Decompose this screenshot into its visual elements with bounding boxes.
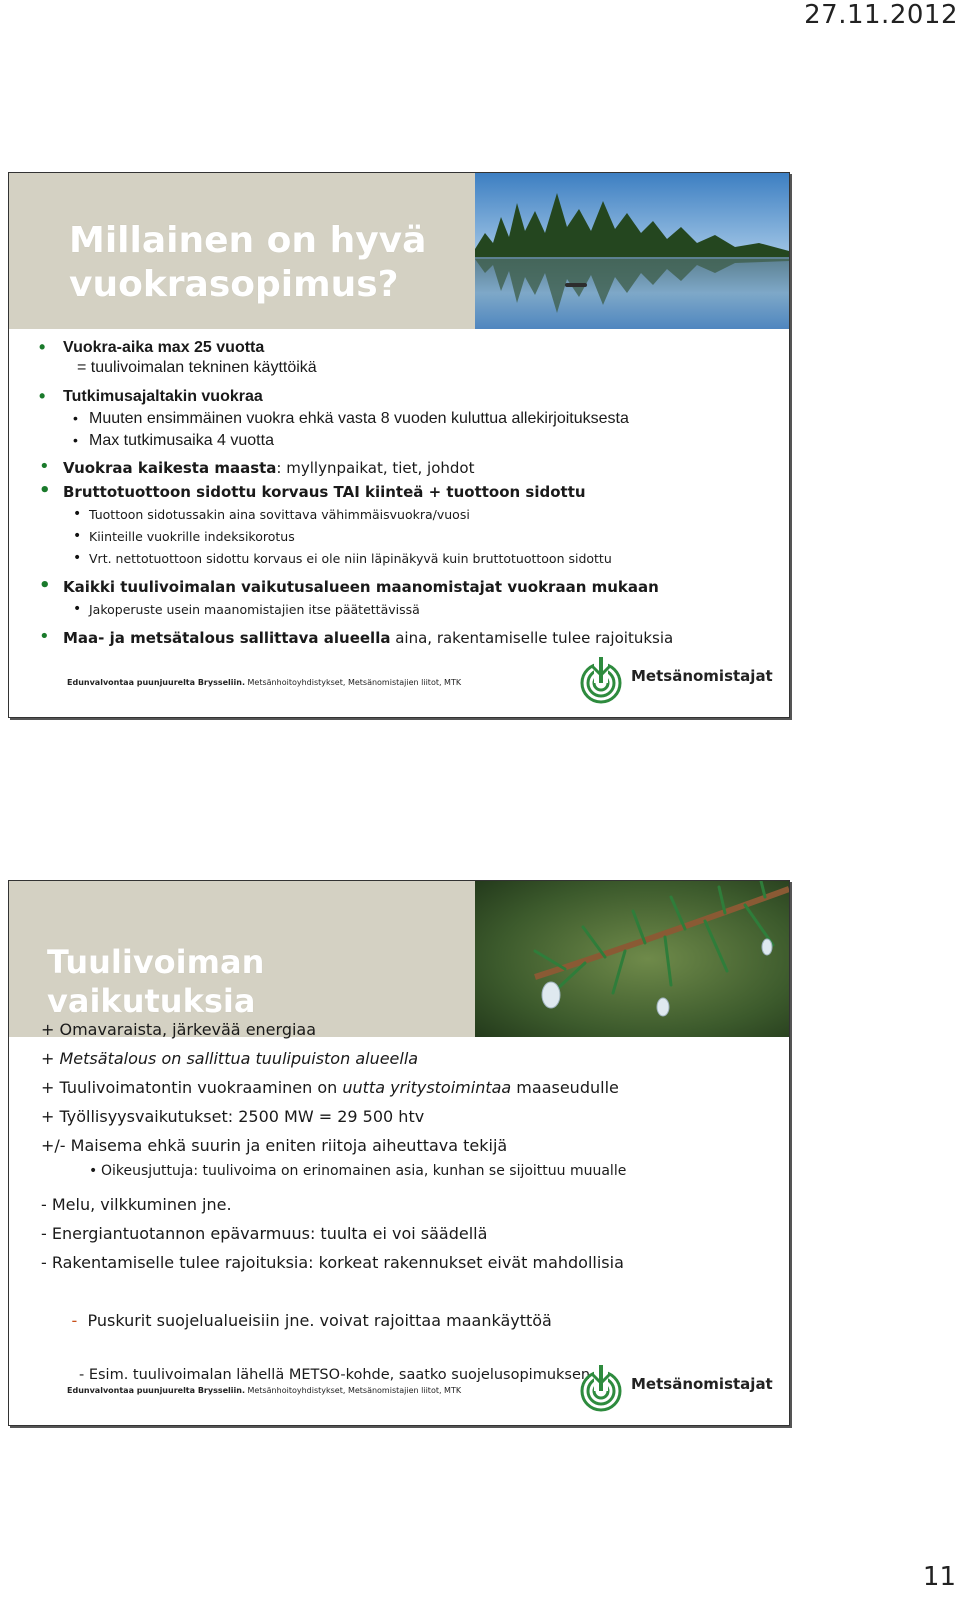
line-italic: Metsätalous on sallittua tuulipuiston alueella [59, 1049, 419, 1068]
list-item-sub: • Kiinteille vuokrille indeksikorotus [29, 526, 779, 548]
list-item-sub: • Max tutkimusaika 4 vuotta [29, 430, 779, 452]
lake-forest-photo [475, 173, 789, 329]
slide-footer [67, 1386, 461, 1395]
page-number: 11 [922, 1562, 956, 1592]
impact-sub-line: - Esim. tuulivoimalan lähellä METSO-kohde, saatko suojelusopimuksen [79, 1367, 591, 1383]
footer-text: Metsänhoitoyhdistykset, Metsänomistajien liitot, MTK [244, 1386, 462, 1395]
slide-body [41, 1015, 781, 1386]
slide-footer [67, 678, 461, 687]
impact-line [41, 1277, 781, 1364]
list-item [29, 625, 779, 651]
item-text: : myllynpaikat, tiet, johdot [276, 459, 475, 477]
list-item-sub: = tuulivoimalan tekninen käyttöikä [77, 359, 317, 376]
line-italic: uutta yritystoimintaa [342, 1078, 512, 1097]
list-item-sub: • Muuten ensimmäinen vuokra ehkä vasta 8 vuoden kuluttua allekirjoituksesta [29, 408, 779, 430]
line-prefix: + Tuulivoimatontin vuokraaminen on [41, 1078, 343, 1097]
list-item: • Kaikki tuulivoimalan vaikutusalueen maanomistajat vuokraan mukaan [29, 574, 779, 600]
list-item-sub: • Tuottoon sidotussakin aina sovittava vähimmäisvuokra/vuosi [29, 504, 779, 526]
impact-line: - Melu, vilkkuminen jne. [41, 1195, 232, 1214]
line-text: Puskurit suojelualueisiin jne. voivat rajoittaa maankäyttöä [77, 1311, 552, 1330]
list-item-sub: • Vrt. nettotuottoon sidottu korvaus ei ole niin läpinäkyvä kuin bruttotuottoon sidottu [29, 548, 779, 570]
metsanomistajat-logo [579, 653, 773, 705]
title-line-1: Tuulivoiman [47, 943, 265, 981]
document-date: 27.11.2012 [804, 0, 958, 30]
logo-emblem-icon [579, 1361, 627, 1413]
item-text: aina, rakentamiselle tulee rajoituksia [390, 629, 674, 647]
list-item: • Tutkimusajaltakin vuokraa [29, 386, 779, 408]
impact-line [41, 1073, 781, 1102]
impact-line: - Rakentamiselle tulee rajoituksia: korkeat rakennukset eivät mahdollisia [41, 1253, 624, 1272]
list-item: • Vuokra-aika max 25 vuotta [29, 337, 779, 359]
spruce-branch-photo [475, 881, 789, 1037]
list-item [29, 456, 779, 480]
title-line-1: Millainen on hyvä [69, 220, 427, 261]
orange-dash: - [71, 1311, 78, 1330]
impact-sub-line: • Oikeusjuttuja: tuulivoima on erinomainen asia, kunhan se sijoittuu muualle [89, 1160, 781, 1182]
footer-text: Metsänhoitoyhdistykset, Metsänomistajien liitot, MTK [244, 678, 462, 687]
logo-text: Metsänomistajat [631, 667, 773, 685]
item-bold-text: Maa- ja metsätalous sallittava alueella [63, 629, 391, 647]
slide-body [29, 337, 779, 651]
slide-title [47, 943, 447, 1021]
impact-line [41, 1044, 781, 1073]
footer-bold: Edunvalvontaa puunjuurelta Brysseliin. [67, 678, 245, 687]
item-bold-text: Vuokraa kaikesta maasta [63, 459, 277, 477]
title-line-2: vuokrasopimus? [69, 263, 399, 305]
list-item-sub: • Jakoperuste usein maanomistajien itse päätettävissä [29, 600, 779, 620]
impact-line: + Työllisyysvaikutukset: 2500 MW = 29 500 htv [41, 1107, 425, 1126]
metsanomistajat-logo [579, 1361, 773, 1413]
slide-vuokrasopimus [8, 172, 790, 718]
list-item: • Bruttotuottoon sidottu korvaus TAI kiinteä + tuottoon sidottu [29, 480, 779, 504]
logo-emblem-icon [579, 653, 627, 705]
impact-line: + Omavaraista, järkevää energiaa [41, 1020, 317, 1039]
line-prefix: + [41, 1049, 60, 1068]
line-suffix: maaseudulle [511, 1078, 619, 1097]
impact-line: - Energiantuotannon epävarmuus: tuulta ei voi säädellä [41, 1224, 488, 1243]
footer-bold: Edunvalvontaa puunjuurelta Brysseliin. [67, 1386, 245, 1395]
impact-line: +/- Maisema ehkä suurin ja eniten riitoja aiheuttava tekijä [41, 1136, 508, 1155]
title-line-2: vaikutuksia [47, 982, 256, 1021]
slide-title [69, 219, 469, 307]
logo-text: Metsänomistajat [631, 1375, 773, 1393]
slide-tuulivoiman-vaikutuksia [8, 880, 790, 1426]
